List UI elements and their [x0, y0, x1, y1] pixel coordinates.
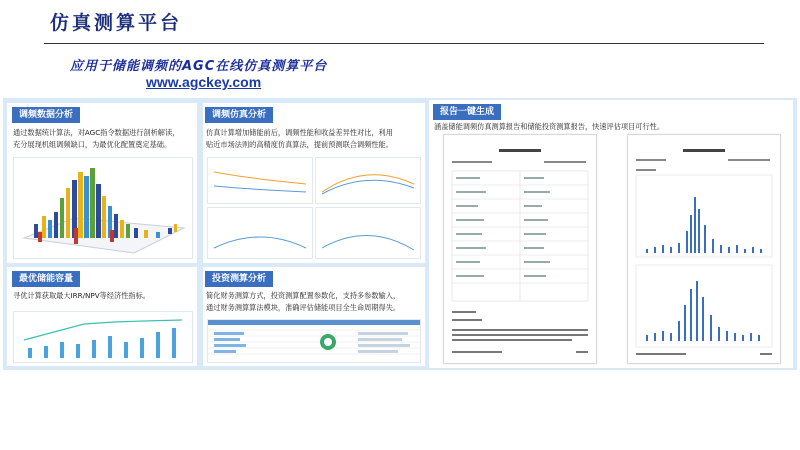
report-page-investment-graphic — [628, 135, 780, 363]
desc-investment-2: 通过财务测算算法模块，准确评估储能项目全生命周期得失。 — [206, 303, 401, 312]
report-page-simulation — [443, 134, 597, 364]
investment-screenshot — [207, 319, 421, 363]
desc-investment-1: 简化财务测算方式，投资测算配置参数化，支持多参数输入， — [206, 291, 401, 300]
report-page-simulation-graphic — [444, 135, 596, 363]
sim-chart-2-lines — [316, 158, 420, 203]
capacity-combo-chart — [14, 312, 192, 362]
report-page-investment — [627, 134, 781, 364]
tag-investment: 投资测算分析 — [205, 271, 273, 287]
capacity-chart — [13, 311, 193, 363]
investment-table-graphic — [208, 320, 420, 362]
sim-chart-1 — [207, 157, 313, 204]
3d-bar-graphic — [14, 158, 192, 258]
tag-capacity: 最优储能容量 — [12, 271, 80, 287]
sim-chart-3-lines — [208, 208, 312, 258]
tag-report: 报告一键生成 — [433, 104, 501, 120]
panel-report — [429, 100, 793, 368]
panel-data-analysis — [7, 103, 197, 263]
sim-chart-4-lines — [316, 208, 420, 258]
panel-capacity — [7, 267, 197, 366]
report-chart-1 — [636, 175, 772, 257]
sim-chart-3 — [207, 207, 313, 259]
sim-chart-2 — [315, 157, 421, 204]
report-chart-2 — [636, 265, 772, 347]
panel-simulation — [203, 103, 425, 263]
tag-simulation: 调频仿真分析 — [205, 107, 273, 123]
desc-data-analysis-1: 通过数据统计算法，对AGC指令数据进行剖析解读， — [13, 128, 180, 137]
chart-3d-histogram — [13, 157, 193, 259]
desc-simulation-1: 仿真计算增加储能前后，调频性能和收益差异性对比，利用 — [206, 128, 393, 137]
desc-simulation-2: 贴近市场法则的高精度仿真算法，提前预测联合调频性能。 — [206, 140, 393, 149]
website-link[interactable]: www.agckey.com — [146, 74, 262, 90]
panel-investment — [203, 267, 425, 366]
desc-report-1: 涵盖储能调频仿真测算报告和储能投资测算报告，快速评估项目可行性。 — [434, 122, 665, 131]
page-subtitle: 应用于储能调频的AGC在线仿真测算平台 — [70, 59, 328, 74]
desc-data-analysis-2: 充分展现机组调频缺口，为最优化配置奠定基础。 — [13, 140, 172, 149]
feature-board — [3, 98, 797, 370]
sim-chart-4 — [315, 207, 421, 259]
title-divider — [44, 43, 764, 44]
page-title: 仿真测算平台 — [50, 12, 183, 34]
desc-capacity-1: 寻优计算获取最大IRR/NPV等经济性指标。 — [13, 291, 150, 300]
tag-data-analysis: 调频数据分析 — [12, 107, 80, 123]
sim-chart-1-lines — [208, 158, 312, 203]
